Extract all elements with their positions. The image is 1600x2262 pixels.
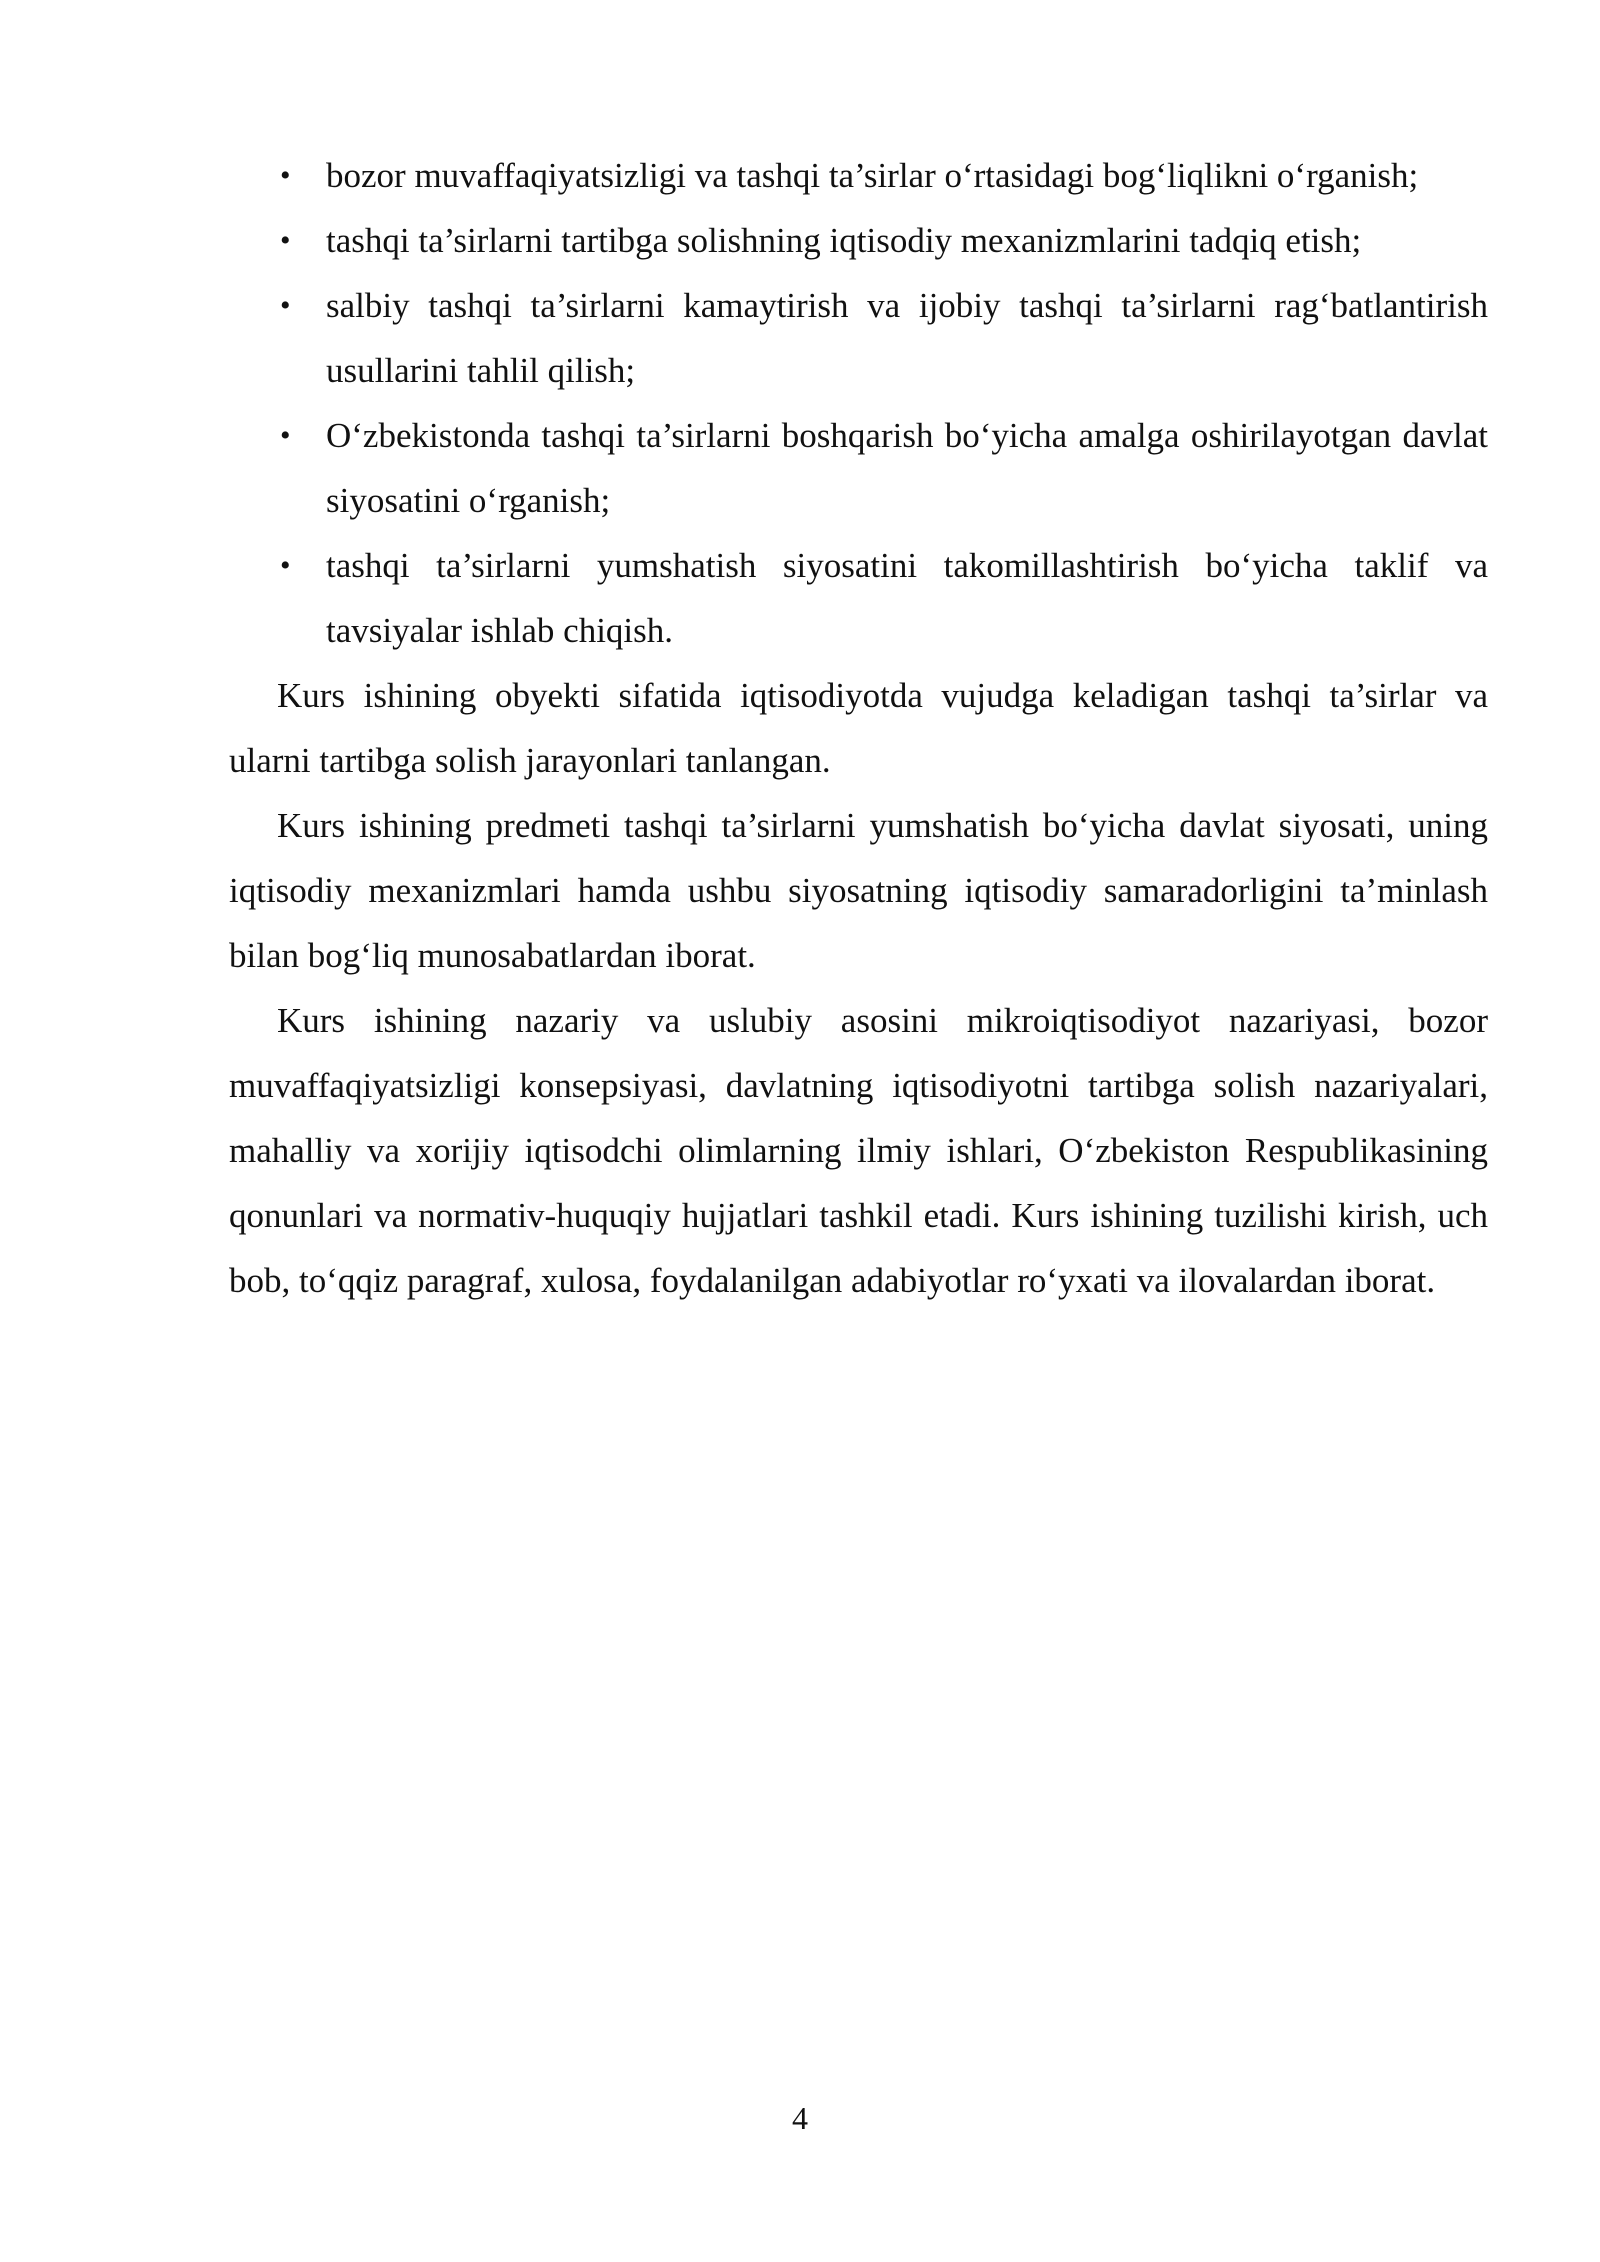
list-item bbox=[229, 403, 1488, 533]
page-body bbox=[229, 143, 1488, 1313]
methodology-paragraph: Kurs ishining nazariy va uslubiy asosini mikroiqtisodiyot nazariyasi, bozor muvaffaqiyatsizligi konsepsiyasi, davlatning iqtisodiyotni tartibga solish nazariyalari, mahalliy va xorijiy iqtisodchi olimlarning ilmiy ishlari, O‘zbekiston Respublikasining qonunlari va normativ-huquqiy hujjatlari tashkil etadi. Kurs ishining tuzilishi kirish, uch bob, to‘qqiz paragraf, xulosa, foydalanilgan adabiyotlar ro‘yxati va ilovalardan iborat. bbox=[229, 1001, 1488, 1300]
list-item-text: bozor muvaffaqiyatsizligi va tashqi ta’sirlar o‘rtasidagi bog‘liqlikni o‘rganish; bbox=[326, 156, 1419, 195]
object-paragraph: Kurs ishining obyekti sifatida iqtisodiyotda vujudga keladigan tashqi ta’sirlar va ularni tartibga solish jarayonlari tanlangan. bbox=[229, 676, 1488, 780]
list-item bbox=[229, 273, 1488, 403]
objectives-list bbox=[229, 143, 1488, 663]
bullet-icon: • bbox=[280, 159, 291, 192]
subject-paragraph: Kurs ishining predmeti tashqi ta’sirlarni yumshatish bo‘yicha davlat siyosati, uning iqtisodiy mexanizmlari hamda ushbu siyosatning iqtisodiy samaradorligini ta’minlash bilan bog‘liq munosabatlardan iborat. bbox=[229, 806, 1488, 975]
bullet-icon: • bbox=[280, 419, 291, 452]
list-item-text: O‘zbekistonda tashqi ta’sirlarni boshqarish bo‘yicha amalga oshirilayotgan davlat siyosatini o‘rganish; bbox=[326, 416, 1488, 520]
bullet-icon: • bbox=[280, 549, 291, 582]
list-item bbox=[229, 533, 1488, 663]
bullet-icon: • bbox=[280, 224, 291, 257]
list-item-text: salbiy tashqi ta’sirlarni kamaytirish va ijobiy tashqi ta’sirlarni rag‘batlantirish usullarini tahlil qilish; bbox=[326, 286, 1488, 390]
list-item-text: tashqi ta’sirlarni tartibga solishning iqtisodiy mexanizmlarini tadqiq etish; bbox=[326, 221, 1362, 260]
bullet-icon: • bbox=[280, 289, 291, 322]
page-number: 4 bbox=[792, 2100, 808, 2136]
list-item-text: tashqi ta’sirlarni yumshatish siyosatini takomillashtirish bo‘yicha taklif va tavsiyalar ishlab chiqish. bbox=[326, 546, 1488, 650]
list-item bbox=[229, 143, 1488, 208]
list-item bbox=[229, 208, 1488, 273]
